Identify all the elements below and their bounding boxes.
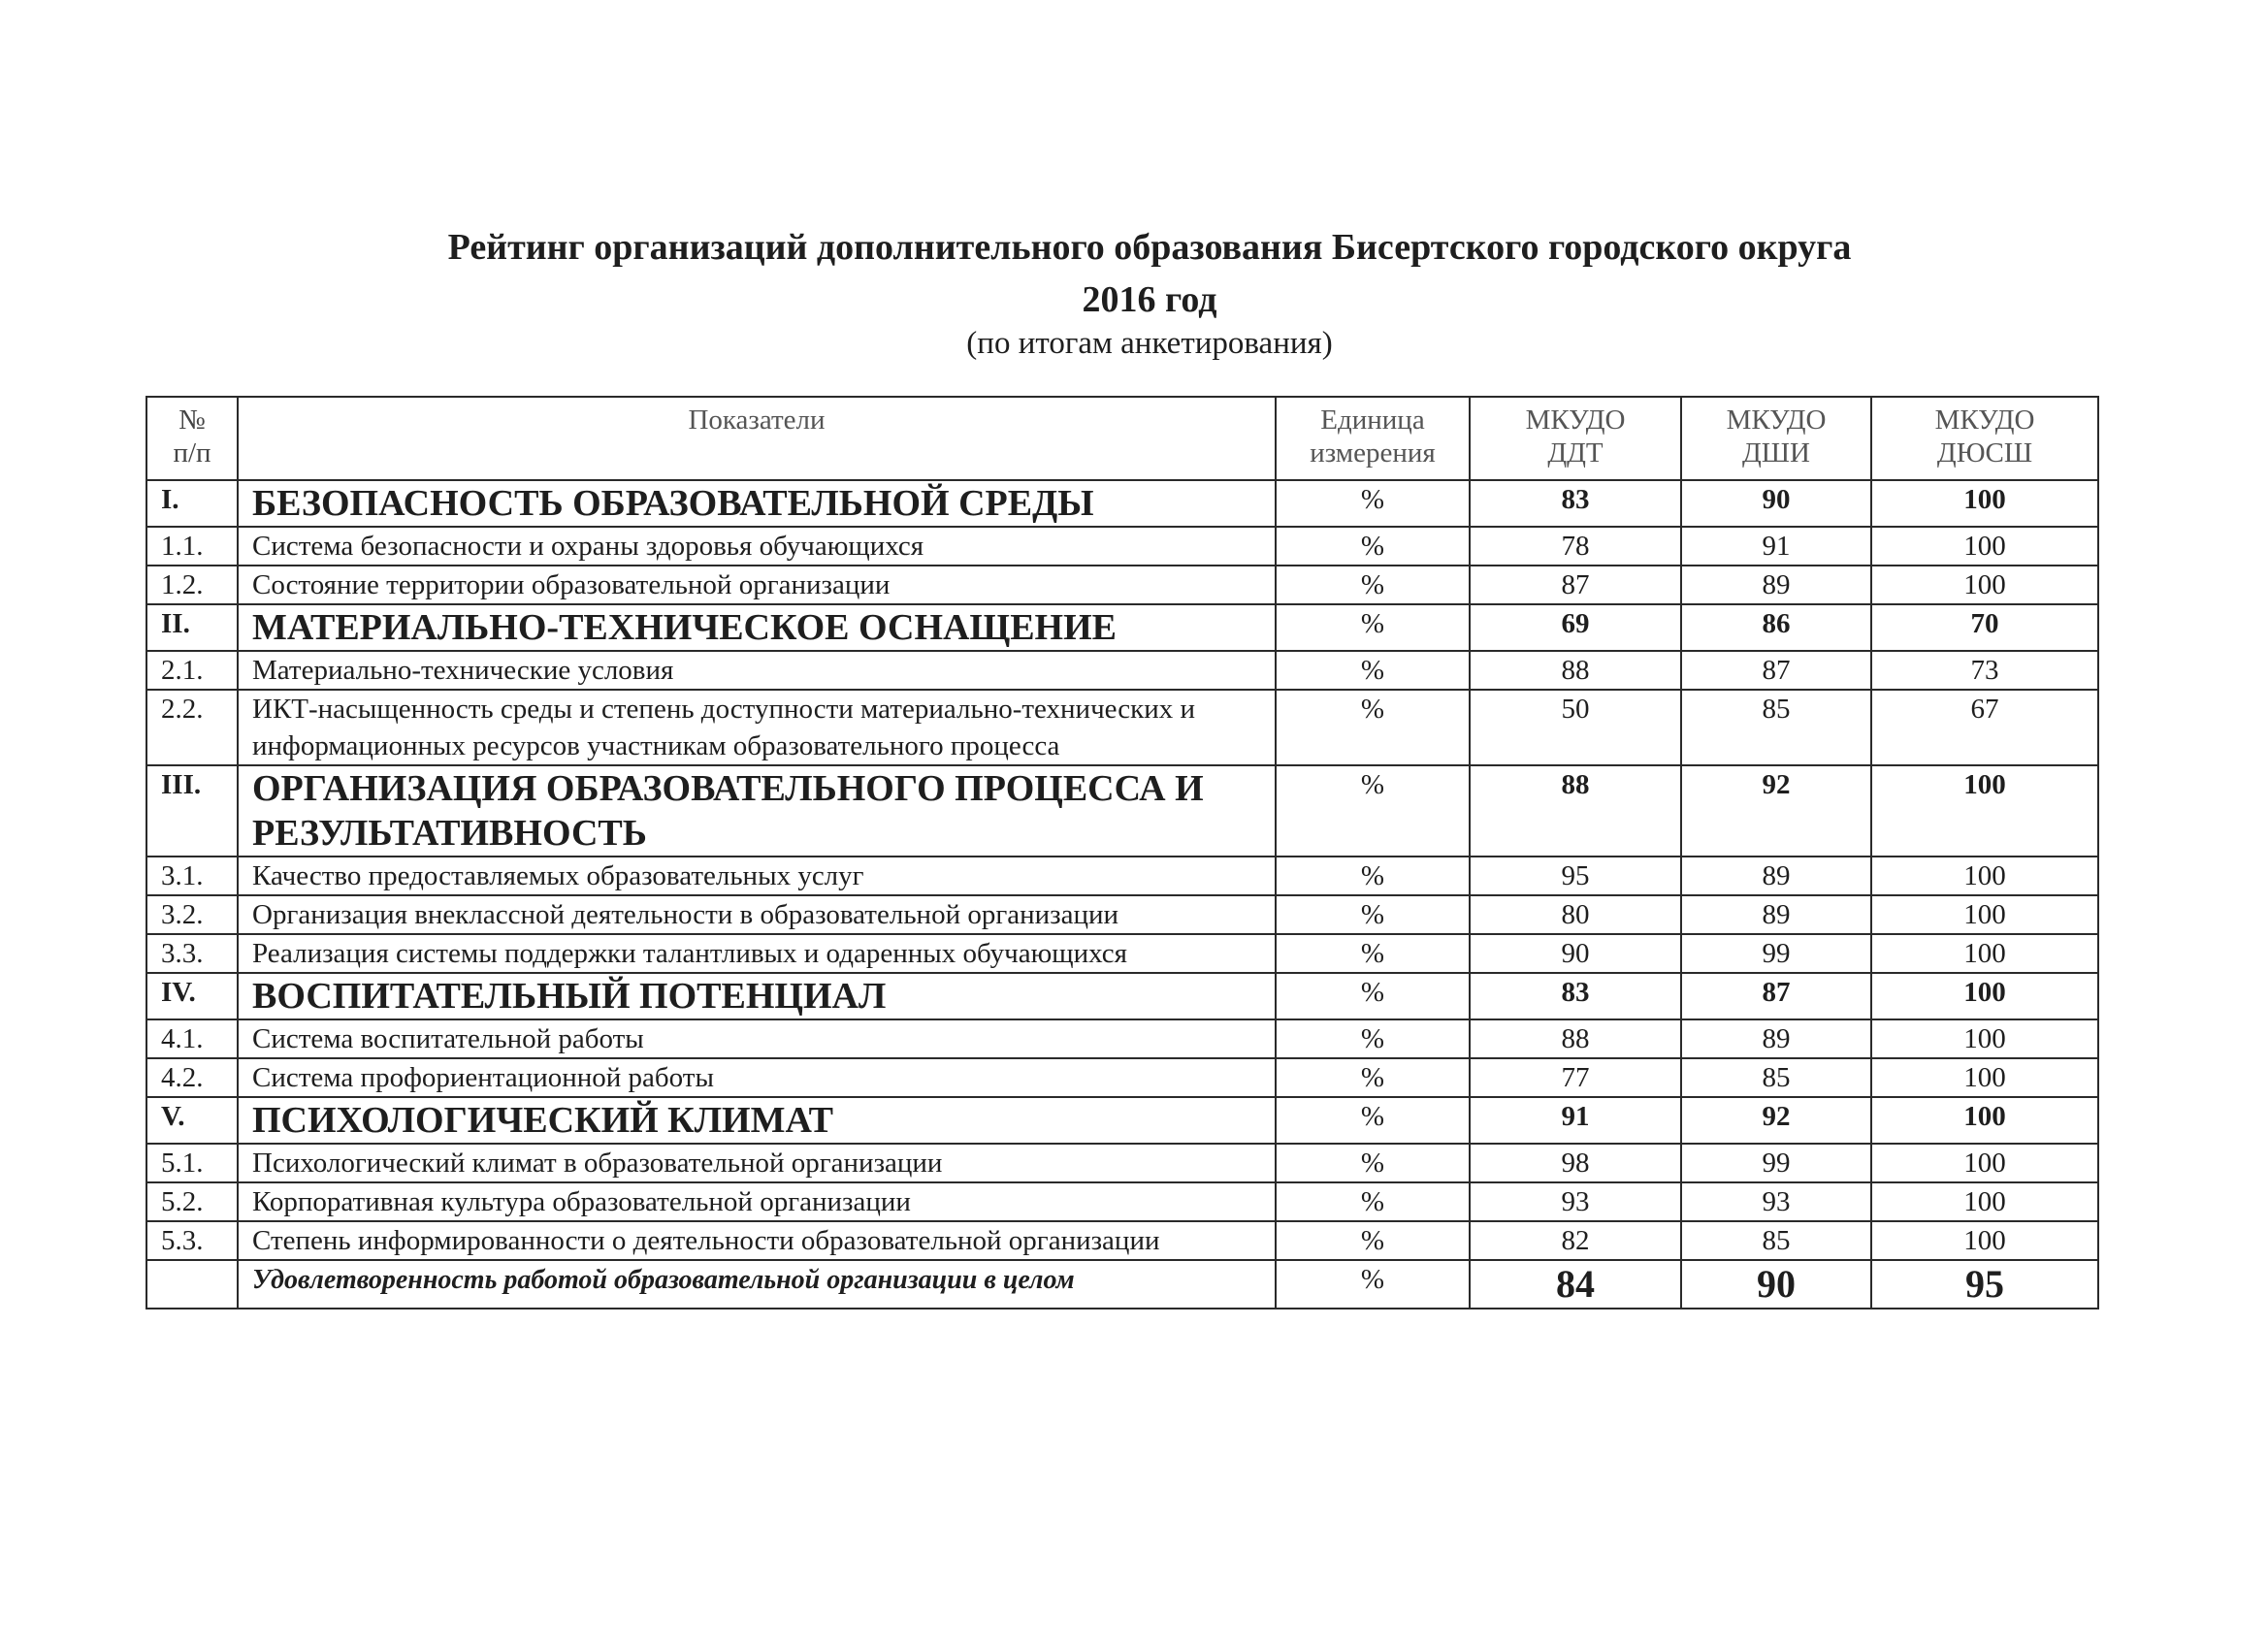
indicator-name: Психологический климат в образовательной организации (238, 1144, 1276, 1182)
value-dshi: 92 (1681, 765, 1871, 857)
unit-cell: % (1276, 895, 1470, 934)
header-org-ddt-line-1: МКУДО (1525, 404, 1626, 436)
row-number: 3.1. (146, 857, 238, 895)
value-dshi: 85 (1681, 690, 1871, 765)
value-ddt: 88 (1470, 765, 1681, 857)
row-number: 5.1. (146, 1144, 238, 1182)
value-dyussh: 100 (1871, 566, 2098, 604)
row-number: 1.2. (146, 566, 238, 604)
table-row (146, 1019, 2098, 1058)
document-subtitle: (по итогам анкетирования) (966, 326, 1333, 361)
section-row (146, 604, 2098, 651)
row-number: V. (146, 1097, 238, 1144)
value-dshi: 89 (1681, 1019, 1871, 1058)
indicator-name: Материально-технические условия (238, 651, 1276, 690)
title-line-2: 2016 год (1082, 279, 1217, 320)
value-dshi: 85 (1681, 1221, 1871, 1260)
header-org-dshi-line-2: ДШИ (1742, 437, 1810, 469)
header-org-dshi-line-1: МКУДО (1726, 404, 1827, 436)
header-org-dshi (1681, 397, 1871, 480)
indicator-name: Степень информированности о деятельности образовательной организации (238, 1221, 1276, 1260)
value-ddt: 93 (1470, 1182, 1681, 1221)
header-org-dyussh-line-2: ДЮСШ (1936, 437, 2033, 469)
value-dshi: 89 (1681, 857, 1871, 895)
table-row (146, 1182, 2098, 1221)
value-ddt: 69 (1470, 604, 1681, 651)
value-ddt: 84 (1470, 1260, 1681, 1309)
section-row (146, 1097, 2098, 1144)
unit-cell: % (1276, 566, 1470, 604)
total-row (146, 1260, 2098, 1309)
value-dshi: 89 (1681, 895, 1871, 934)
row-number: 4.1. (146, 1019, 238, 1058)
indicator-name: ВОСПИТАТЕЛЬНЫЙ ПОТЕНЦИАЛ (238, 973, 1276, 1019)
unit-cell: % (1276, 1182, 1470, 1221)
value-dyussh: 100 (1871, 527, 2098, 566)
value-dyussh: 73 (1871, 651, 2098, 690)
row-number: 5.2. (146, 1182, 238, 1221)
value-dshi: 85 (1681, 1058, 1871, 1097)
value-ddt: 91 (1470, 1097, 1681, 1144)
rating-table (146, 396, 2099, 1310)
unit-cell: % (1276, 973, 1470, 1019)
value-dshi: 87 (1681, 651, 1871, 690)
indicator-name: Система воспитательной работы (238, 1019, 1276, 1058)
indicator-name: Организация внеклассной деятельности в образовательной организации (238, 895, 1276, 934)
indicator-name: ИКТ-насыщенность среды и степень доступности материально-технических и информационных ресурсов участникам образовательного процесса (238, 690, 1276, 765)
indicator-name: Реализация системы поддержки талантливых и одаренных обучающихся (238, 934, 1276, 973)
value-ddt: 78 (1470, 527, 1681, 566)
row-number: 4.2. (146, 1058, 238, 1097)
value-dyussh: 100 (1871, 1182, 2098, 1221)
indicator-name: ПСИХОЛОГИЧЕСКИЙ КЛИМАТ (238, 1097, 1276, 1144)
row-number: 2.1. (146, 651, 238, 690)
section-row (146, 973, 2098, 1019)
indicator-name: Состояние территории образовательной организации (238, 566, 1276, 604)
row-number: 3.3. (146, 934, 238, 973)
header-unit-line-2: измерения (1310, 437, 1436, 469)
row-number: 5.3. (146, 1221, 238, 1260)
value-ddt: 50 (1470, 690, 1681, 765)
value-dyussh: 100 (1871, 857, 2098, 895)
value-dyussh: 67 (1871, 690, 2098, 765)
value-dyussh: 100 (1871, 1144, 2098, 1182)
header-num (146, 397, 238, 480)
unit-cell: % (1276, 1144, 1470, 1182)
unit-cell: % (1276, 480, 1470, 527)
indicator-name: Система профориентационной работы (238, 1058, 1276, 1097)
table-row (146, 895, 2098, 934)
unit-cell: % (1276, 1260, 1470, 1309)
header-num-line-1: № (178, 404, 206, 436)
value-dshi: 99 (1681, 1144, 1871, 1182)
section-row (146, 765, 2098, 857)
row-number: IV. (146, 973, 238, 1019)
table-row (146, 857, 2098, 895)
value-ddt: 88 (1470, 651, 1681, 690)
value-ddt: 77 (1470, 1058, 1681, 1097)
unit-cell: % (1276, 527, 1470, 566)
unit-cell: % (1276, 1058, 1470, 1097)
header-unit (1276, 397, 1470, 480)
indicator-name: Удовлетворенность работой образовательной организации в целом (238, 1260, 1276, 1309)
header-num-line-2: п/п (173, 437, 211, 469)
value-dyussh: 100 (1871, 895, 2098, 934)
value-dshi: 89 (1681, 566, 1871, 604)
document-title (0, 221, 2268, 326)
value-dyussh: 95 (1871, 1260, 2098, 1309)
value-dyussh: 100 (1871, 480, 2098, 527)
row-number: 3.2. (146, 895, 238, 934)
row-number: II. (146, 604, 238, 651)
table-row (146, 690, 2098, 765)
header-org-ddt (1470, 397, 1681, 480)
value-ddt: 87 (1470, 566, 1681, 604)
indicator-name: БЕЗОПАСНОСТЬ ОБРАЗОВАТЕЛЬНОЙ СРЕДЫ (238, 480, 1276, 527)
header-org-dyussh (1871, 397, 2098, 480)
indicator-name: ОРГАНИЗАЦИЯ ОБРАЗОВАТЕЛЬНОГО ПРОЦЕССА И РЕЗУЛЬТАТИВНОСТЬ (238, 765, 1276, 857)
value-dshi: 86 (1681, 604, 1871, 651)
value-dshi: 90 (1681, 480, 1871, 527)
value-dyussh: 100 (1871, 765, 2098, 857)
title-line-1: Рейтинг организаций дополнительного образования Бисертского городского округа (447, 227, 1852, 268)
value-dshi: 90 (1681, 1260, 1871, 1309)
indicator-name: Корпоративная культура образовательной организации (238, 1182, 1276, 1221)
value-ddt: 83 (1470, 973, 1681, 1019)
value-ddt: 95 (1470, 857, 1681, 895)
indicator-name: Качество предоставляемых образовательных услуг (238, 857, 1276, 895)
header-unit-line-1: Единица (1320, 404, 1425, 436)
value-dshi: 92 (1681, 1097, 1871, 1144)
row-number: 1.1. (146, 527, 238, 566)
table-row (146, 1144, 2098, 1182)
value-ddt: 82 (1470, 1221, 1681, 1260)
value-ddt: 83 (1470, 480, 1681, 527)
table-row (146, 1221, 2098, 1260)
header-indicator: Показатели (238, 397, 1276, 480)
value-dshi: 87 (1681, 973, 1871, 1019)
value-dyussh: 100 (1871, 934, 2098, 973)
unit-cell: % (1276, 857, 1470, 895)
unit-cell: % (1276, 690, 1470, 765)
unit-cell: % (1276, 1097, 1470, 1144)
table-row (146, 934, 2098, 973)
table-row (146, 566, 2098, 604)
value-dshi: 99 (1681, 934, 1871, 973)
unit-cell: % (1276, 1221, 1470, 1260)
table-header-row (146, 397, 2098, 480)
header-org-dyussh-line-1: МКУДО (1934, 404, 2035, 436)
section-row (146, 480, 2098, 527)
value-dyussh: 100 (1871, 973, 2098, 1019)
value-ddt: 88 (1470, 1019, 1681, 1058)
value-dyussh: 70 (1871, 604, 2098, 651)
row-number: 2.2. (146, 690, 238, 765)
value-dyussh: 100 (1871, 1019, 2098, 1058)
unit-cell: % (1276, 1019, 1470, 1058)
value-ddt: 98 (1470, 1144, 1681, 1182)
value-dyussh: 100 (1871, 1097, 2098, 1144)
row-number: III. (146, 765, 238, 857)
unit-cell: % (1276, 934, 1470, 973)
value-ddt: 90 (1470, 934, 1681, 973)
value-dyussh: 100 (1871, 1058, 2098, 1097)
value-dshi: 93 (1681, 1182, 1871, 1221)
row-number: I. (146, 480, 238, 527)
header-org-ddt-line-2: ДДТ (1547, 437, 1604, 469)
row-number (146, 1260, 238, 1309)
indicator-name: МАТЕРИАЛЬНО-ТЕХНИЧЕСКОЕ ОСНАЩЕНИЕ (238, 604, 1276, 651)
unit-cell: % (1276, 651, 1470, 690)
value-ddt: 80 (1470, 895, 1681, 934)
value-dyussh: 100 (1871, 1221, 2098, 1260)
table-row (146, 651, 2098, 690)
unit-cell: % (1276, 604, 1470, 651)
value-dshi: 91 (1681, 527, 1871, 566)
table-row (146, 1058, 2098, 1097)
indicator-name: Система безопасности и охраны здоровья обучающихся (238, 527, 1276, 566)
unit-cell: % (1276, 765, 1470, 857)
table-row (146, 527, 2098, 566)
